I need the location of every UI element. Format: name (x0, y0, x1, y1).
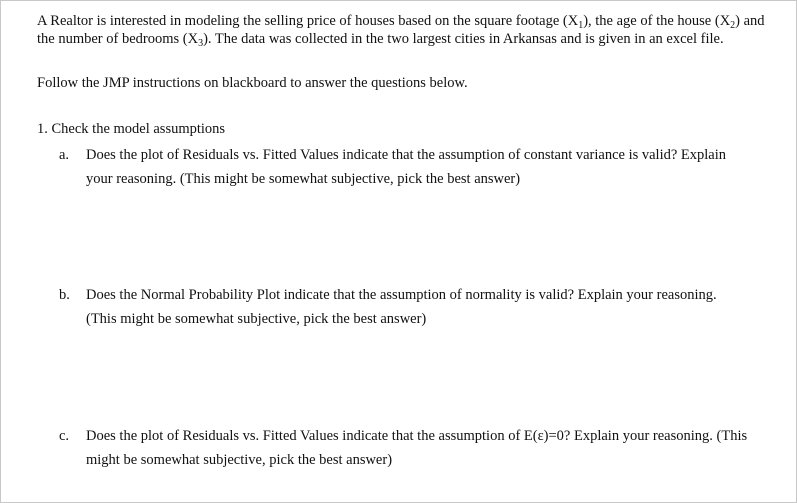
subscript-2: 2 (730, 20, 736, 31)
question-1a-letter: a. (59, 147, 70, 163)
intro-part-4: ). The data was collected in the two largest cities in Arkansas and is given in an excel file. (203, 31, 724, 47)
question-1a-text: Does the plot of Residuals vs. Fitted Values indicate that the assumption of constant variance is valid? Explain your reasoning. (This might be somewhat subjective, pick the best answer) (86, 147, 727, 187)
question-1c (59, 424, 749, 472)
instructions-line: Follow the JMP instructions on blackboard to answer the questions below. (37, 75, 468, 91)
intro-paragraph (37, 12, 767, 48)
question-1b (59, 283, 749, 331)
question-1a (59, 143, 749, 191)
intro-part-1: A Realtor is interested in modeling the selling price of houses based on the square footage (X (37, 13, 579, 29)
subscript-3: 3 (198, 38, 204, 49)
question-1c-text: Does the plot of Residuals vs. Fitted Values indicate that the assumption of E(ε)=0? Explain your reasoning. (This might be somewhat subjective, pick the best answer) (86, 428, 748, 468)
subscript-1: 1 (578, 20, 584, 31)
question-1c-letter: c. (59, 428, 70, 444)
question-1b-text: Does the Normal Probability Plot indicate that the assumption of normality is valid? Explain your reasoning. (This might be somewhat subjective, pick the best answer) (86, 287, 717, 327)
intro-part-3: ) and the number of bedrooms (X (37, 13, 765, 47)
intro-part-2: ), the age of the house (X (583, 13, 731, 29)
question-1-title: 1. Check the model assumptions (37, 121, 226, 137)
question-1b-letter: b. (59, 287, 70, 303)
